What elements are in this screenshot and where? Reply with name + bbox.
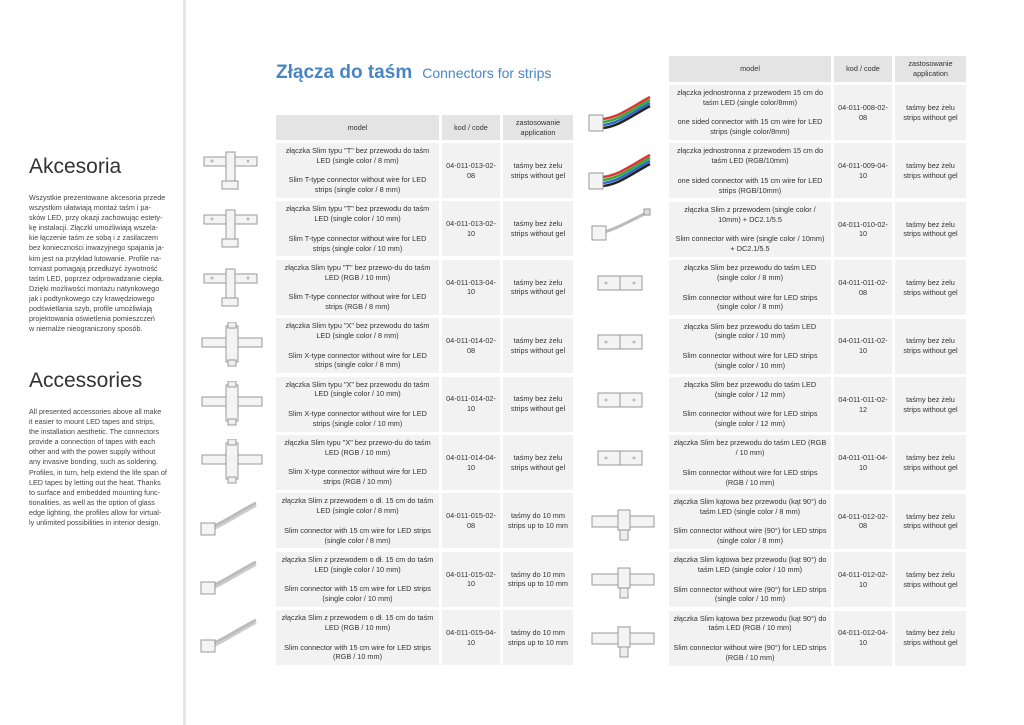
- model-text-en: Slim connector without wire for LED strips (single color / 12 mm): [682, 409, 818, 429]
- header-model: model: [669, 56, 831, 82]
- product-code: 04-011-013-02-08: [442, 143, 500, 198]
- t-connector-icon: [198, 205, 266, 251]
- x-connector-icon: [198, 322, 266, 368]
- product-code: 04-011-012-02-08: [834, 494, 892, 549]
- header-application: zastosowanie application: [503, 115, 573, 140]
- product-code: 04-011-015-02-08: [442, 493, 500, 548]
- model-text-en: Slim connector with wire (single color / 10mm) + DC2.1/5.5: [675, 234, 825, 253]
- model-cell: [276, 377, 439, 432]
- application-cell: taśmy bez żelu strips without gel: [895, 552, 966, 607]
- sidebar-text-pl-line: kie łączenie taśm ze sobą i z zasilaczem: [29, 233, 159, 243]
- sidebar-text-en-line: LED tapes by letting out the heat. Thanks: [29, 477, 161, 487]
- model-text-pl: złączka Slim typu "T" bez przewodu do taśm LED (single color / 10 mm): [285, 204, 430, 224]
- model-text-pl: złączka Slim bez przewodu do taśm LED (single color / 10 mm): [683, 321, 817, 341]
- application-cell: taśmy bez żelu strips without gel: [895, 494, 966, 549]
- application-cell: taśmy bez żelu strips without gel: [503, 318, 573, 373]
- sidebar-text-en-line: other and with the power supply without: [29, 447, 156, 457]
- sidebar-text-pl: [29, 193, 173, 334]
- model-cell: [669, 552, 831, 607]
- product-code: 04-011-014-02-10: [442, 377, 500, 432]
- application-cell: taśmy bez żelu strips without gel: [895, 377, 966, 432]
- product-code: 04-011-011-02-12: [834, 377, 892, 432]
- model-cell: [669, 435, 831, 490]
- product-code: 04-011-012-04-10: [834, 611, 892, 666]
- angle-connector-icon: [588, 615, 656, 661]
- sidebar-text-pl-line: sków LED, przy okazji zachowując estety-: [29, 213, 163, 223]
- model-text-pl: złączka Slim kątowa bez przewodu (kąt 90°) do taśm LED (single color / 8 mm): [673, 496, 827, 516]
- header-code: kod / code: [834, 56, 892, 82]
- model-cell: [669, 260, 831, 315]
- model-text-en: Slim connector without wire (90°) for LED strips (single color / 8 mm): [673, 526, 827, 545]
- model-text-en: Slim connector without wire for LED strips (RGB / 10 mm): [682, 467, 818, 487]
- sidebar-text-pl-line: bez konieczności inwazyjnego spajania ja-: [29, 243, 165, 253]
- application-cell: taśmy bez żelu strips without gel: [895, 260, 966, 315]
- product-code: 04-011-011-02-08: [834, 260, 892, 315]
- model-cell: [669, 202, 831, 257]
- sidebar-text-pl-line: Dzięki możliwości montażu natynkowego: [29, 283, 160, 293]
- model-text-pl: złączka Slim z przewodem o dł. 15 cm do taśm LED (single color / 8 mm): [281, 496, 434, 516]
- model-text-en: Slim X-type connector without wire for LED strips (RGB / 10 mm): [288, 467, 427, 487]
- model-text-en: Slim connector without wire (90°) for LED strips (single color / 10 mm): [673, 584, 827, 604]
- model-text-en: Slim X-type connector without wire for LED strips (single color / 10 mm): [288, 408, 427, 428]
- model-cell: [669, 494, 831, 549]
- application-cell: taśmy do 10 mm strips up to 10 mm: [503, 552, 573, 607]
- page-title: [276, 62, 551, 84]
- model-text-pl: złączka Slim z przewodem o dł. 15 cm do taśm LED (single color / 10 mm): [281, 554, 434, 574]
- sidebar-text-en-line: any invasive bonding, such as soldering.: [29, 457, 159, 467]
- sidebar-text-en-line: edge lighting, the profiles allow for virtual-: [29, 507, 162, 517]
- model-text-pl: złączka Slim typu "T" bez przewodu do taśm LED (single color / 8 mm): [285, 146, 430, 165]
- model-cell: [669, 85, 831, 140]
- sidebar-text-en-line: to surface and embedded mounting func-: [29, 487, 161, 497]
- product-code: 04-011-013-02-10: [442, 201, 500, 256]
- x-connector-icon: [198, 381, 266, 427]
- product-code: 04-011-015-02-10: [442, 552, 500, 607]
- model-cell: [276, 435, 439, 490]
- model-text-en: Slim T-type connector without wire for LED strips (single color / 8 mm): [288, 175, 427, 195]
- application-cell: taśmy bez żelu strips without gel: [895, 435, 966, 490]
- dc-wire-connector-icon: [588, 206, 656, 252]
- header-application: zastosowanie application: [895, 56, 966, 82]
- model-text-pl: złączka Slim typu "X" bez przewodu do taśm LED (single color / 8 mm): [285, 321, 430, 340]
- header-model: model: [276, 115, 439, 140]
- application-cell: taśmy bez żelu strips without gel: [503, 260, 573, 315]
- model-text-pl: złączka Slim typu "X" bez przewodu do taśm LED (single color / 10 mm): [285, 379, 430, 399]
- application-cell: taśmy bez żelu strips without gel: [503, 143, 573, 198]
- model-cell: [669, 611, 831, 666]
- model-text-pl: złączka Slim kątowa bez przewodu (kąt 90°) do taśm LED (single color / 10 mm): [673, 555, 827, 574]
- model-text-en: Slim T-type connector without wire for LED strips (RGB / 8 mm): [288, 292, 427, 311]
- sidebar-title-en: Accessories: [29, 369, 143, 392]
- model-cell: [276, 318, 439, 373]
- product-code: 04-011-011-04-10: [834, 435, 892, 490]
- wire-connector-icon: [198, 556, 266, 602]
- model-text-en: one sided connector with 15 cm wire for LED strips (single color/8mm): [677, 117, 823, 137]
- application-cell: taśmy bez żelu strips without gel: [895, 143, 966, 198]
- sidebar-text-pl-line: w niemalże nieograniczony sposób.: [29, 324, 143, 334]
- model-cell: [669, 377, 831, 432]
- sidebar-text-pl-line: wszystkim ułatwiają montaż taśm i pa-: [29, 203, 151, 213]
- sidebar-text-pl-line: podświetlania szyb, profile umożliwiają: [29, 304, 153, 314]
- application-cell: taśmy bez żelu strips without gel: [503, 435, 573, 490]
- product-code: 04-011-010-02-10: [834, 202, 892, 257]
- application-cell: taśmy bez żelu strips without gel: [503, 377, 573, 432]
- model-text-en: Slim T-type connector without wire for LED strips (single color / 10 mm): [288, 233, 427, 253]
- sidebar-text-pl-line: kę instalacji. Złączki umożliwiają wszela-: [29, 223, 159, 233]
- model-text-pl: złączka Slim typu "X" bez przewo-du do taśm LED (RGB / 10 mm): [284, 438, 431, 457]
- model-text-pl: złączka Slim z przewodem (single color / 10mm) + DC2.1/5.5: [684, 204, 816, 224]
- application-cell: taśmy bez żelu strips without gel: [895, 202, 966, 257]
- model-text-pl: złączka Slim typu "T" bez przewo-du do taśm LED (RGB / 10 mm): [284, 262, 431, 282]
- product-code: 04-011-014-02-08: [442, 318, 500, 373]
- sidebar-text-pl-line: jak i podtynkowego czy krawędziowego: [29, 293, 155, 303]
- straight-connector-icon: [588, 381, 656, 427]
- sidebar-text-en-line: tionalities, as well as the option of glass: [29, 497, 155, 507]
- t-connector-icon: [198, 264, 266, 310]
- model-text-en: Slim connector without wire for LED strips (single color / 8 mm): [682, 292, 818, 312]
- sidebar-text-en-line: provide a connection of tapes with each: [29, 437, 156, 447]
- model-text-en: Slim connector with 15 cm wire for LED strips (RGB / 10 mm): [284, 642, 431, 662]
- product-code: 04-011-013-04-10: [442, 260, 500, 315]
- ribbon-cable-connector-icon: [588, 89, 656, 135]
- model-text-pl: złączka Slim bez przewodu do taśm LED (single color / 12 mm): [683, 380, 817, 399]
- sidebar-text-en: [29, 407, 173, 528]
- sidebar-text-en-line: All presented accessories above all make: [29, 407, 162, 416]
- sidebar-text-pl-line: kim jest na przykład lutowanie. Profile na-: [29, 253, 162, 263]
- model-cell: [669, 319, 831, 374]
- angle-connector-icon: [588, 556, 656, 602]
- model-cell: [276, 610, 439, 665]
- sidebar-title-pl: Akcesoria: [29, 155, 122, 178]
- model-text-en: Slim X-type connector without wire for LED strips (single color / 8 mm): [288, 350, 427, 370]
- model-cell: [276, 143, 439, 198]
- sidebar: [0, 0, 186, 725]
- product-code: 04-011-011-02-10: [834, 319, 892, 374]
- sidebar-text-pl-line: tomiast pomagają przedłużyć żywotność: [29, 263, 158, 273]
- model-text-en: Slim connector with 15 cm wire for LED strips (single color / 8 mm): [284, 525, 431, 545]
- model-text-pl: złączka Slim kątowa bez przewodu (kąt 90°) do taśm LED (RGB / 10 mm): [673, 613, 827, 633]
- model-cell: [276, 260, 439, 315]
- model-text-en: Slim connector without wire for LED strips (single color / 10 mm): [682, 350, 818, 370]
- page-title-en: Connectors for strips: [422, 65, 552, 81]
- straight-connector-icon: [588, 439, 656, 485]
- model-text-pl: złączka Slim bez przewodu do taśm LED (single color / 8 mm): [683, 263, 817, 282]
- model-text-en: Slim connector with 15 cm wire for LED strips (single color / 10 mm): [284, 584, 431, 603]
- sidebar-text-en-line: ly unlimited possibilities in interior design.: [29, 518, 161, 528]
- sidebar-text-pl-line: taśm LED, poprzez odprowadzanie ciepła.: [29, 273, 164, 283]
- product-code: 04-011-008-02-08: [834, 85, 892, 140]
- header-code: kod / code: [442, 115, 500, 140]
- angle-connector-icon: [588, 498, 656, 544]
- product-code: 04-011-009-04-10: [834, 143, 892, 198]
- model-cell: [276, 552, 439, 607]
- x-connector-icon: [198, 439, 266, 485]
- sidebar-text-pl-line: Wszystkie prezentowane akcesoria przede: [29, 193, 166, 202]
- straight-connector-icon: [588, 264, 656, 310]
- product-code: 04-011-012-02-10: [834, 552, 892, 607]
- application-cell: taśmy do 10 mm strips up to 10 mm: [503, 493, 573, 548]
- wire-connector-icon: [198, 614, 266, 660]
- ribbon-cable-connector-icon: [588, 147, 656, 193]
- application-cell: taśmy bez żelu strips without gel: [895, 319, 966, 374]
- model-text-pl: złączka Slim z przewodem o dł. 15 cm do taśm LED (RGB / 10 mm): [281, 613, 434, 632]
- sidebar-text-en-line: Profiles, in turn, help extend the life span of: [29, 467, 167, 477]
- page-title-pl: Złącza do taśm: [276, 62, 413, 83]
- model-text-pl: złączka jednostronna z przewodem 15 cm do taśm LED (RGB/10mm): [676, 146, 823, 166]
- wire-connector-icon: [198, 497, 266, 543]
- model-cell: [276, 201, 439, 256]
- straight-connector-icon: [588, 323, 656, 369]
- sidebar-text-en-line: it easier to mount LED tapes and strips,: [29, 417, 155, 427]
- product-code: 04-011-014-04-10: [442, 435, 500, 490]
- sidebar-text-en-line: the installation aesthetic. The connectors: [29, 427, 160, 437]
- model-text-pl: złączka jednostronna z przewodem 15 cm do taśm LED (single color/8mm): [676, 88, 823, 107]
- application-cell: taśmy do 10 mm strips up to 10 mm: [503, 610, 573, 665]
- application-cell: taśmy bez żelu strips without gel: [895, 611, 966, 666]
- application-cell: taśmy bez żelu strips without gel: [895, 85, 966, 140]
- model-text-pl: złączka Slim bez przewodu do taśm LED (RGB / 10 mm): [673, 438, 827, 458]
- model-cell: [669, 143, 831, 198]
- model-text-en: Slim connector without wire (90°) for LED strips (RGB / 10 mm): [673, 642, 827, 662]
- application-cell: taśmy bez żelu strips without gel: [503, 201, 573, 256]
- model-cell: [276, 493, 439, 548]
- t-connector-icon: [198, 147, 266, 193]
- product-code: 04-011-015-04-10: [442, 610, 500, 665]
- model-text-en: one sided connector with 15 cm wire for LED strips (RGB/10mm): [677, 175, 823, 195]
- sidebar-text-pl-line: projektowania oświetlenia pomieszczeń: [29, 314, 155, 324]
